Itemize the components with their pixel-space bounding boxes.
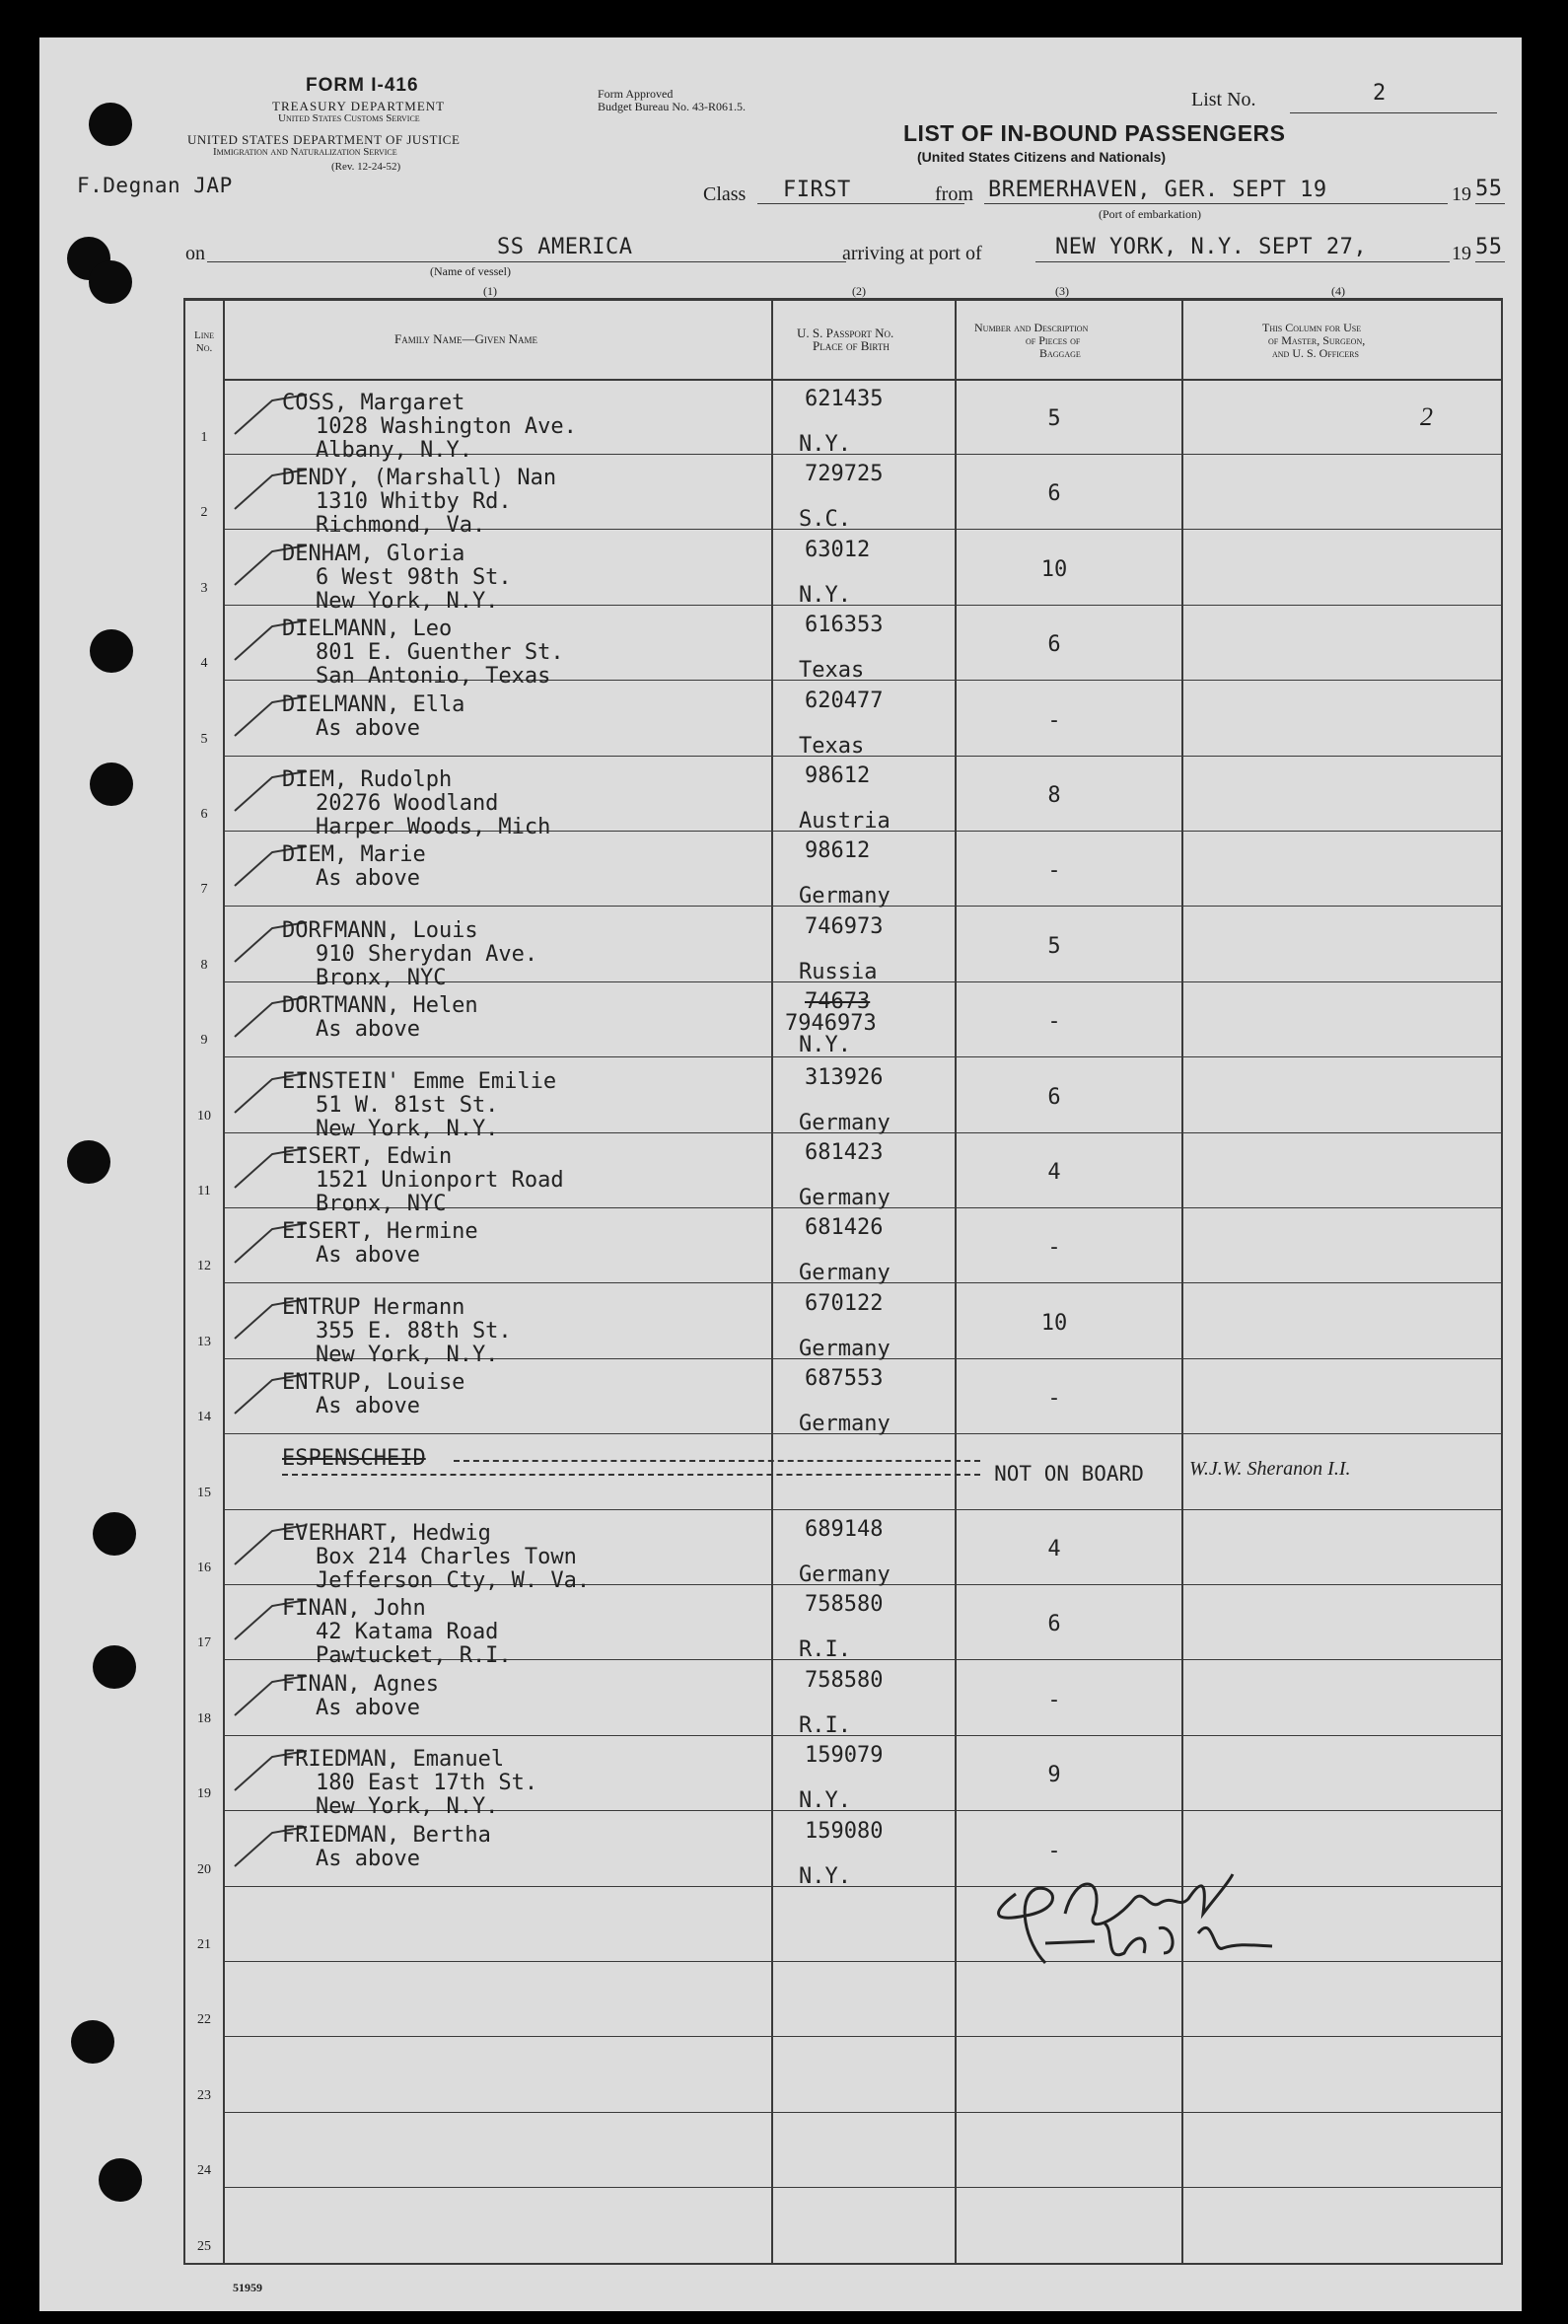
passenger-city-line: Bronx, NYC <box>316 966 447 990</box>
passenger-city-line: Pawtucket, R.I. <box>316 1643 512 1668</box>
row-divider <box>223 1509 1501 1510</box>
cancelled-dash-line <box>282 1474 980 1476</box>
passport-number: 689148 <box>805 1517 884 1542</box>
passport-number: 63012 <box>805 538 871 562</box>
passenger-name: ENTRUP Hermann <box>282 1295 465 1320</box>
passenger-address-line: As above <box>316 1243 420 1268</box>
line-number: 17 <box>197 1635 211 1650</box>
form-number: FORM I-416 <box>306 75 419 96</box>
baggage-count: NOT ON BOARD <box>994 1462 1144 1486</box>
vessel-underline <box>207 261 846 262</box>
officer-remark: 2 <box>1420 402 1433 431</box>
line-number: 3 <box>200 581 208 596</box>
punch-hole <box>67 1140 110 1184</box>
row-divider <box>223 2187 1501 2188</box>
baggage-count: - <box>1047 708 1061 733</box>
list-number: 2 <box>1373 81 1387 106</box>
passenger-address-line: 1310 Whitby Rd. <box>316 489 512 514</box>
on-label: on <box>185 243 205 264</box>
col-baggage-heading-1: Number and Description <box>974 321 1089 334</box>
passenger-city-line: New York, N.Y. <box>316 1343 499 1367</box>
passport-number: 159079 <box>805 1743 884 1768</box>
year-prefix-2: 19 <box>1452 243 1471 264</box>
line-number: 16 <box>197 1561 211 1575</box>
passenger-name: DIEM, Rudolph <box>282 767 453 792</box>
passenger-name: ESPENSCHEID <box>282 1446 426 1471</box>
baggage-count: - <box>1047 1009 1061 1034</box>
revision: (Rev. 12-24-52) <box>331 161 401 173</box>
passport-number: 159080 <box>805 1819 884 1844</box>
place-of-birth: Germany <box>799 1111 891 1135</box>
punch-hole <box>71 2020 114 2064</box>
place-of-birth: Russia <box>799 960 878 984</box>
baggage-count: 8 <box>1047 783 1061 808</box>
passenger-address-line: Box 214 Charles Town <box>316 1545 577 1569</box>
baggage-count: - <box>1047 1688 1061 1712</box>
place-of-birth: Texas <box>799 734 865 759</box>
col-num-1: (1) <box>483 284 497 298</box>
passenger-city-line: Bronx, NYC <box>316 1192 447 1216</box>
line-number: 15 <box>197 1486 211 1500</box>
line-number: 24 <box>197 2163 211 2178</box>
signature <box>976 1854 1292 1973</box>
passenger-name: EVERHART, Hedwig <box>282 1521 491 1546</box>
form-approved: Form Approved <box>598 87 674 101</box>
place-of-birth: Texas <box>799 658 865 683</box>
line-no-divider <box>223 298 225 2265</box>
col-num-4: (4) <box>1331 284 1345 298</box>
baggage-count: - <box>1047 1235 1061 1260</box>
passport-number: 313926 <box>805 1065 884 1090</box>
baggage-count: 5 <box>1047 406 1061 431</box>
passenger-name: FRIEDMAN, Emanuel <box>282 1747 505 1772</box>
header-bottom-border <box>223 379 1501 381</box>
passport-number-corrected: 7946973 <box>785 1011 877 1036</box>
passenger-address-line: 1521 Unionport Road <box>316 1168 564 1193</box>
col-officers-heading-1: This Column for Use <box>1262 321 1362 334</box>
passenger-address-line: As above <box>316 1696 420 1720</box>
place-of-birth: Austria <box>799 809 891 834</box>
place-of-birth: R.I. <box>799 1713 851 1738</box>
punch-hole <box>90 629 133 673</box>
passport-number: 681426 <box>805 1215 884 1240</box>
passenger-name: FINAN, John <box>282 1596 426 1621</box>
cancelled-dash-line <box>454 1460 980 1462</box>
from-label: from <box>935 183 973 205</box>
baggage-count: 10 <box>1040 1311 1068 1336</box>
arrival-port: NEW YORK, N.Y. SEPT 27, <box>1055 235 1368 259</box>
passenger-name: FRIEDMAN, Bertha <box>282 1823 491 1848</box>
signature-scrawl-icon <box>976 1854 1292 1973</box>
passport-number: 620477 <box>805 689 884 713</box>
passport-number: 758580 <box>805 1668 884 1693</box>
arriving-label: arriving at port of <box>842 243 982 264</box>
baggage-count: 10 <box>1040 557 1068 582</box>
row-divider <box>223 1056 1501 1057</box>
punch-hole <box>99 2158 142 2202</box>
col-line-no-heading: Line No. <box>193 329 215 354</box>
passenger-city-line: Jefferson Cty, W. Va. <box>316 1568 591 1593</box>
passenger-name: DENDY, (Marshall) Nan <box>282 466 557 490</box>
place-of-birth: N.Y. <box>799 432 851 457</box>
place-of-birth: Germany <box>799 884 891 908</box>
col-name-heading: Family Name—Given Name <box>394 331 537 346</box>
passenger-address-line: As above <box>316 1017 420 1042</box>
passenger-address-line: As above <box>316 716 420 741</box>
passenger-city-line: New York, N.Y. <box>316 1794 499 1819</box>
baggage-count: 5 <box>1047 934 1061 959</box>
from-underline <box>984 203 1448 204</box>
class-underline <box>757 203 964 204</box>
passenger-name: ENTRUP, Louise <box>282 1370 465 1395</box>
baggage-count: 6 <box>1047 632 1061 657</box>
passenger-name: DORFMANN, Louis <box>282 918 478 943</box>
passport-number: 729725 <box>805 462 884 486</box>
name-divider <box>771 298 773 2265</box>
line-number: 20 <box>197 1862 211 1877</box>
passport-number: 74673 <box>805 989 871 1014</box>
vessel-name: SS AMERICA <box>497 235 633 259</box>
line-number: 8 <box>200 958 208 973</box>
passenger-city-line: Albany, N.Y. <box>316 438 472 463</box>
place-of-birth: Germany <box>799 1337 891 1361</box>
treasury-dept: TREASURY DEPARTMENT <box>272 99 446 113</box>
passport-number: 98612 <box>805 838 871 863</box>
ins-service: Immigration and Naturalization Service <box>213 146 397 158</box>
place-of-birth: Germany <box>799 1186 891 1210</box>
line-number: 18 <box>197 1711 211 1726</box>
row-divider <box>223 1735 1501 1736</box>
line-number: 21 <box>197 1937 211 1952</box>
passenger-address-line: 6 West 98th St. <box>316 565 512 590</box>
line-number: 19 <box>197 1786 211 1801</box>
print-number: 51959 <box>233 2281 262 2294</box>
passenger-name: DIELMANN, Leo <box>282 617 453 641</box>
page-subtitle: (United States Citizens and Nationals) <box>917 149 1167 165</box>
passenger-address-line: As above <box>316 1394 420 1418</box>
row-divider <box>223 2036 1501 2037</box>
line-number: 7 <box>200 882 208 897</box>
year-prefix-1: 19 <box>1452 183 1471 205</box>
passenger-address-line: As above <box>316 1847 420 1871</box>
table-right-border <box>1501 298 1503 2265</box>
passenger-name: DIELMANN, Ella <box>282 692 465 717</box>
passenger-city-line: San Antonio, Texas <box>316 664 551 689</box>
year-underline-2 <box>1475 261 1505 262</box>
line-number: 9 <box>200 1033 208 1048</box>
passenger-name: DIEM, Marie <box>282 842 426 867</box>
passport-number: 616353 <box>805 613 884 637</box>
passenger-name: EINSTEIN' Emme Emilie <box>282 1069 557 1094</box>
row-divider <box>223 1886 1501 1887</box>
punch-hole <box>90 763 133 806</box>
baggage-count: - <box>1047 1839 1061 1863</box>
line-number: 10 <box>197 1109 211 1124</box>
row-divider <box>223 1961 1501 1962</box>
passenger-city-line: New York, N.Y. <box>316 1117 499 1141</box>
passenger-address-line: 801 E. Guenther St. <box>316 640 564 665</box>
list-no-label: List No. <box>1191 89 1256 110</box>
passenger-address-line: As above <box>316 866 420 891</box>
baggage-count: 9 <box>1047 1763 1061 1787</box>
punch-hole <box>89 260 132 304</box>
passenger-name: COSS, Margaret <box>282 391 465 415</box>
line-number: 5 <box>200 732 208 747</box>
budget-bureau: Budget Bureau No. 43-R061.5. <box>598 100 746 113</box>
place-of-birth: N.Y. <box>799 583 851 608</box>
justice-dept: UNITED STATES DEPARTMENT OF JUSTICE <box>187 132 461 147</box>
passenger-address-line: 355 E. 88th St. <box>316 1319 512 1344</box>
passenger-city-line: Harper Woods, Mich <box>316 815 551 839</box>
passenger-address-line: 910 Sherydan Ave. <box>316 942 538 967</box>
passport-number: 621435 <box>805 387 884 411</box>
col-passport-heading-2: Place of Birth <box>813 338 890 353</box>
table-top-border <box>183 298 1503 301</box>
place-of-birth: N.Y. <box>799 1033 851 1057</box>
arrival-underline <box>1035 261 1450 262</box>
place-of-birth: S.C. <box>799 507 851 532</box>
col-passport-heading-1: U. S. Passport No. <box>797 326 894 340</box>
list-no-underline <box>1290 112 1497 113</box>
customs-service: United States Customs Service <box>278 112 420 124</box>
line-number: 11 <box>197 1184 211 1198</box>
row-divider <box>223 2112 1501 2113</box>
baggage-count: 4 <box>1047 1537 1061 1561</box>
passport-number: 98612 <box>805 763 871 788</box>
line-number: 2 <box>200 505 208 520</box>
year-suffix-1: 55 <box>1475 177 1503 201</box>
baggage-count: - <box>1047 1386 1061 1411</box>
punch-hole <box>93 1645 136 1689</box>
passenger-city-line: Richmond, Va. <box>316 513 486 538</box>
place-of-birth: Germany <box>799 1562 891 1587</box>
embarkation-port: BREMERHAVEN, GER. SEPT 19 <box>988 178 1327 202</box>
place-of-birth: N.Y. <box>799 1788 851 1813</box>
table-left-border <box>183 298 185 2265</box>
passenger-address-line: 1028 Washington Ave. <box>316 414 577 439</box>
col-baggage-heading-3: Baggage <box>1039 346 1081 360</box>
document-page <box>39 37 1522 2311</box>
passenger-name: DORTMANN, Helen <box>282 993 478 1018</box>
col-num-2: (2) <box>852 284 866 298</box>
place-of-birth: Germany <box>799 1412 891 1436</box>
line-number: 14 <box>197 1410 211 1424</box>
line-number: 12 <box>197 1259 211 1273</box>
class-label: Class <box>703 183 747 205</box>
place-of-birth: Germany <box>799 1261 891 1285</box>
year-suffix-2: 55 <box>1475 235 1503 259</box>
passenger-name: EISERT, Hermine <box>282 1219 478 1244</box>
passenger-city-line: New York, N.Y. <box>316 589 499 614</box>
passport-divider <box>955 298 957 2265</box>
baggage-count: - <box>1047 858 1061 883</box>
line-number: 25 <box>197 2239 211 2254</box>
port-embarkation-caption: (Port of embarkation) <box>1099 207 1201 221</box>
place-of-birth: R.I. <box>799 1637 851 1662</box>
line-number: 22 <box>197 2012 211 2027</box>
officer-initials: F.Degnan JAP <box>77 174 233 197</box>
passenger-address-line: 51 W. 81st St. <box>316 1093 499 1118</box>
page-title: LIST OF IN-BOUND PASSENGERS <box>903 120 1286 146</box>
vessel-caption: (Name of vessel) <box>430 264 511 278</box>
baggage-count: 6 <box>1047 481 1061 506</box>
passenger-name: DENHAM, Gloria <box>282 542 465 566</box>
line-number: 13 <box>197 1335 211 1349</box>
passport-number: 681423 <box>805 1140 884 1165</box>
row-divider <box>223 2263 1501 2264</box>
baggage-count: 4 <box>1047 1160 1061 1185</box>
line-number: 1 <box>200 430 208 445</box>
col-baggage-heading-2: of Pieces of <box>1026 333 1081 347</box>
col-officers-heading-2: of Master, Surgeon, <box>1268 333 1366 347</box>
passenger-address-line: 42 Katama Road <box>316 1620 499 1644</box>
punch-hole <box>93 1512 136 1556</box>
year-underline-1 <box>1475 203 1505 204</box>
baggage-count: 6 <box>1047 1612 1061 1636</box>
line-number: 6 <box>200 807 208 822</box>
passport-number: 746973 <box>805 914 884 939</box>
col-num-3: (3) <box>1055 284 1069 298</box>
passenger-name: FINAN, Agnes <box>282 1672 439 1697</box>
passport-number: 670122 <box>805 1291 884 1316</box>
place-of-birth: N.Y. <box>799 1864 851 1889</box>
punch-hole <box>89 103 132 146</box>
col-officers-heading-3: and U. S. Officers <box>1272 346 1359 360</box>
passenger-address-line: 20276 Woodland <box>316 791 499 816</box>
line-number: 4 <box>200 656 208 671</box>
baggage-count: 6 <box>1047 1085 1061 1110</box>
passport-number: 687553 <box>805 1366 884 1391</box>
passenger-name: EISERT, Edwin <box>282 1144 453 1169</box>
passenger-address-line: 180 East 17th St. <box>316 1771 538 1795</box>
passport-number: 758580 <box>805 1592 884 1617</box>
officer-remark: W.J.W. Sheranon I.I. <box>1189 1458 1351 1480</box>
line-number: 23 <box>197 2088 211 2103</box>
class-value: FIRST <box>783 178 851 202</box>
